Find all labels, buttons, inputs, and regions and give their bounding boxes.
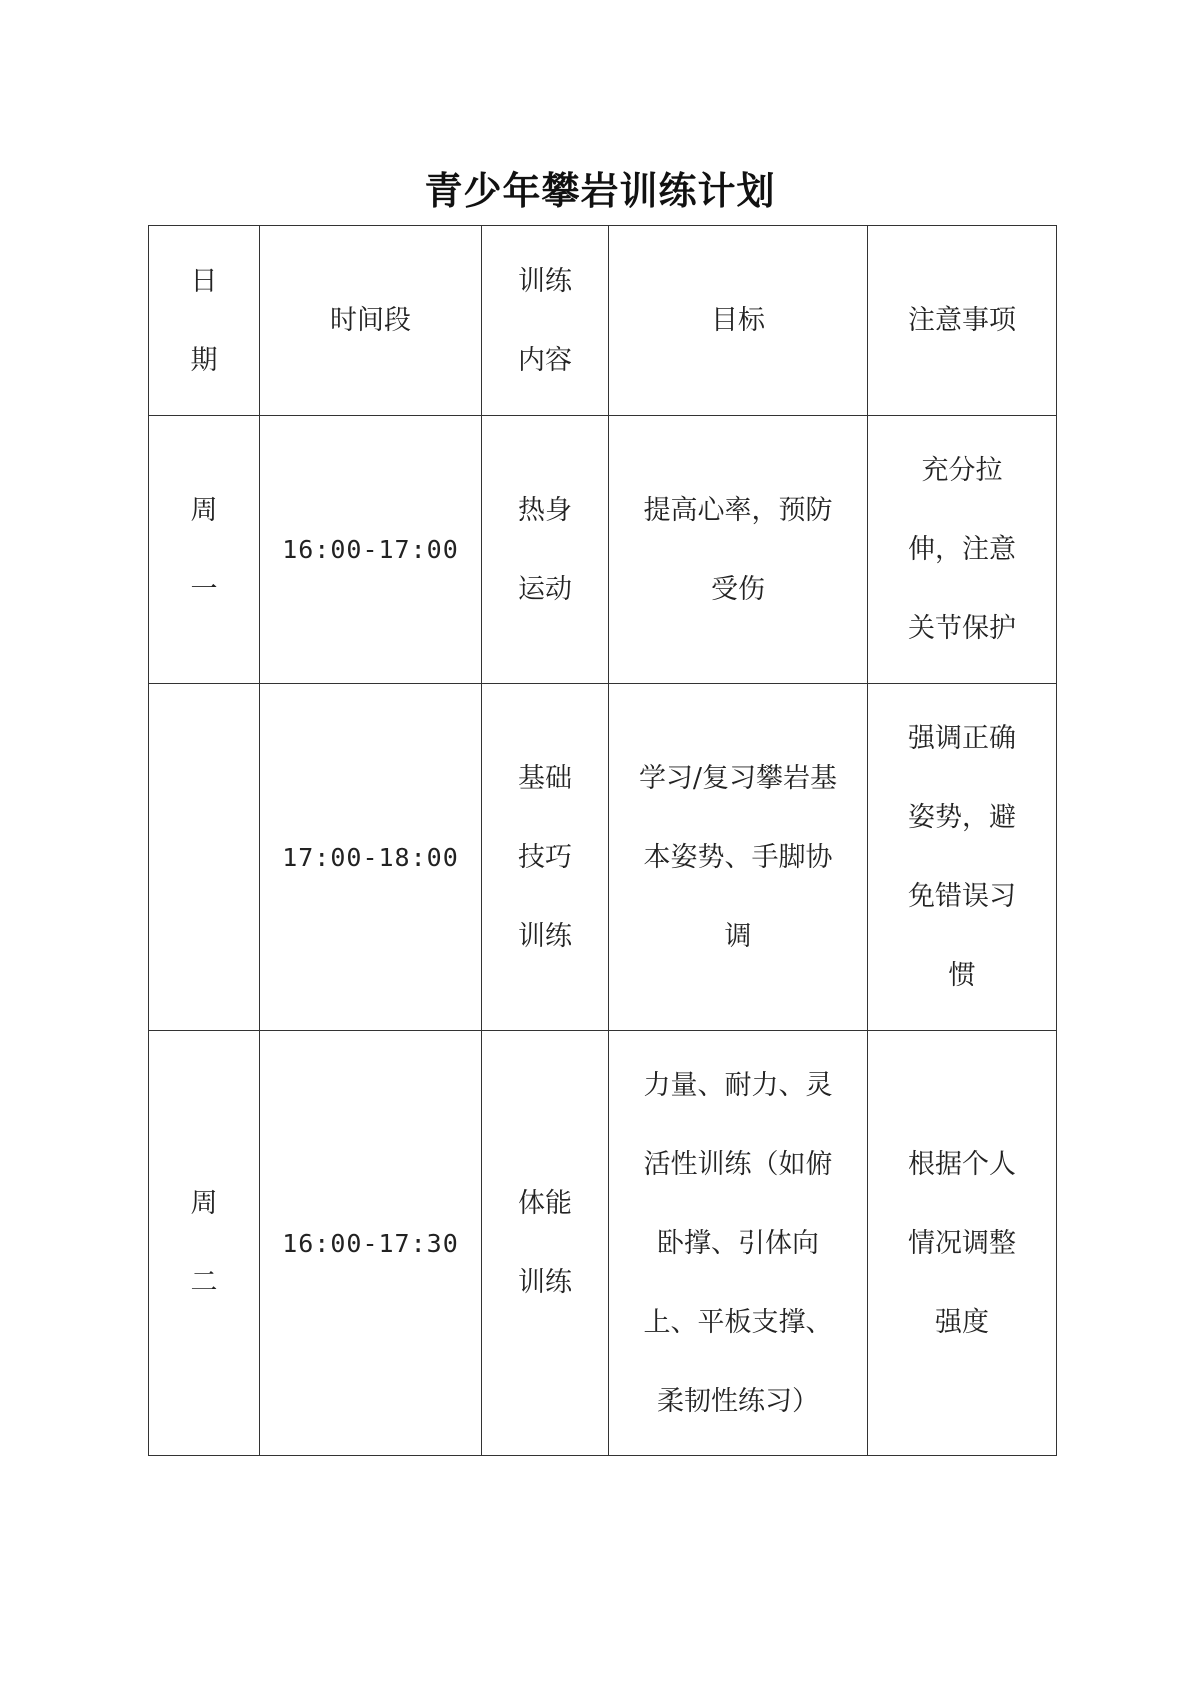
row-notes (868, 684, 1057, 1031)
table-header-row (149, 226, 1057, 416)
row-notes (868, 416, 1057, 684)
row-date-text: 周二 (190, 1188, 218, 1298)
row-content-text: 体能训练 (518, 1188, 572, 1298)
row-date (149, 1031, 260, 1456)
row-goal-text: 力量、耐力、灵活性训练（如俯卧撑、引体向上、平板支撑、柔韧性练习） (643, 1069, 833, 1417)
header-content-label: 训练内容 (518, 265, 572, 376)
row-notes (868, 1031, 1057, 1456)
training-plan-table (148, 225, 1057, 1456)
row-goal (609, 1031, 868, 1456)
row-notes-text: 根据个人情况调整强度 (908, 1148, 1016, 1338)
row-content-text: 基础技巧训练 (518, 762, 572, 952)
row-content-text: 热身运动 (518, 494, 572, 605)
row-content (482, 684, 609, 1031)
row-notes-text: 强调正确姿势，避免错误习惯 (908, 723, 1016, 991)
row-time-text: 17:00-18:00 (282, 842, 459, 872)
header-date-label: 日期 (190, 265, 218, 376)
table-row (149, 684, 1057, 1031)
header-content (482, 226, 609, 416)
table-row (149, 416, 1057, 684)
table-row (149, 1031, 1057, 1456)
header-goal-label: 目标 (711, 305, 765, 336)
page-title: 青少年攀岩训练计划 (424, 169, 776, 213)
header-notes-label: 注意事项 (908, 305, 1016, 336)
row-goal-text: 学习/复习攀岩基本姿势、手脚协调 (638, 762, 838, 952)
row-content (482, 1031, 609, 1456)
header-time (260, 226, 482, 416)
row-time-text: 16:00-17:30 (282, 1228, 459, 1258)
row-goal-text: 提高心率，预防受伤 (643, 494, 833, 605)
header-notes (868, 226, 1057, 416)
row-goal (609, 416, 868, 684)
row-time-text: 16:00-17:00 (282, 535, 459, 564)
row-date-text: 周一 (190, 494, 218, 605)
row-goal (609, 684, 868, 1031)
row-time (260, 416, 482, 684)
row-date (149, 416, 260, 684)
row-notes-text: 充分拉伸，注意关节保护 (908, 455, 1016, 644)
row-content (482, 416, 609, 684)
header-date (149, 226, 260, 416)
row-date (149, 684, 260, 1031)
row-time (260, 684, 482, 1031)
header-goal (609, 226, 868, 416)
header-time-label: 时间段 (330, 305, 411, 336)
row-time (260, 1031, 482, 1456)
